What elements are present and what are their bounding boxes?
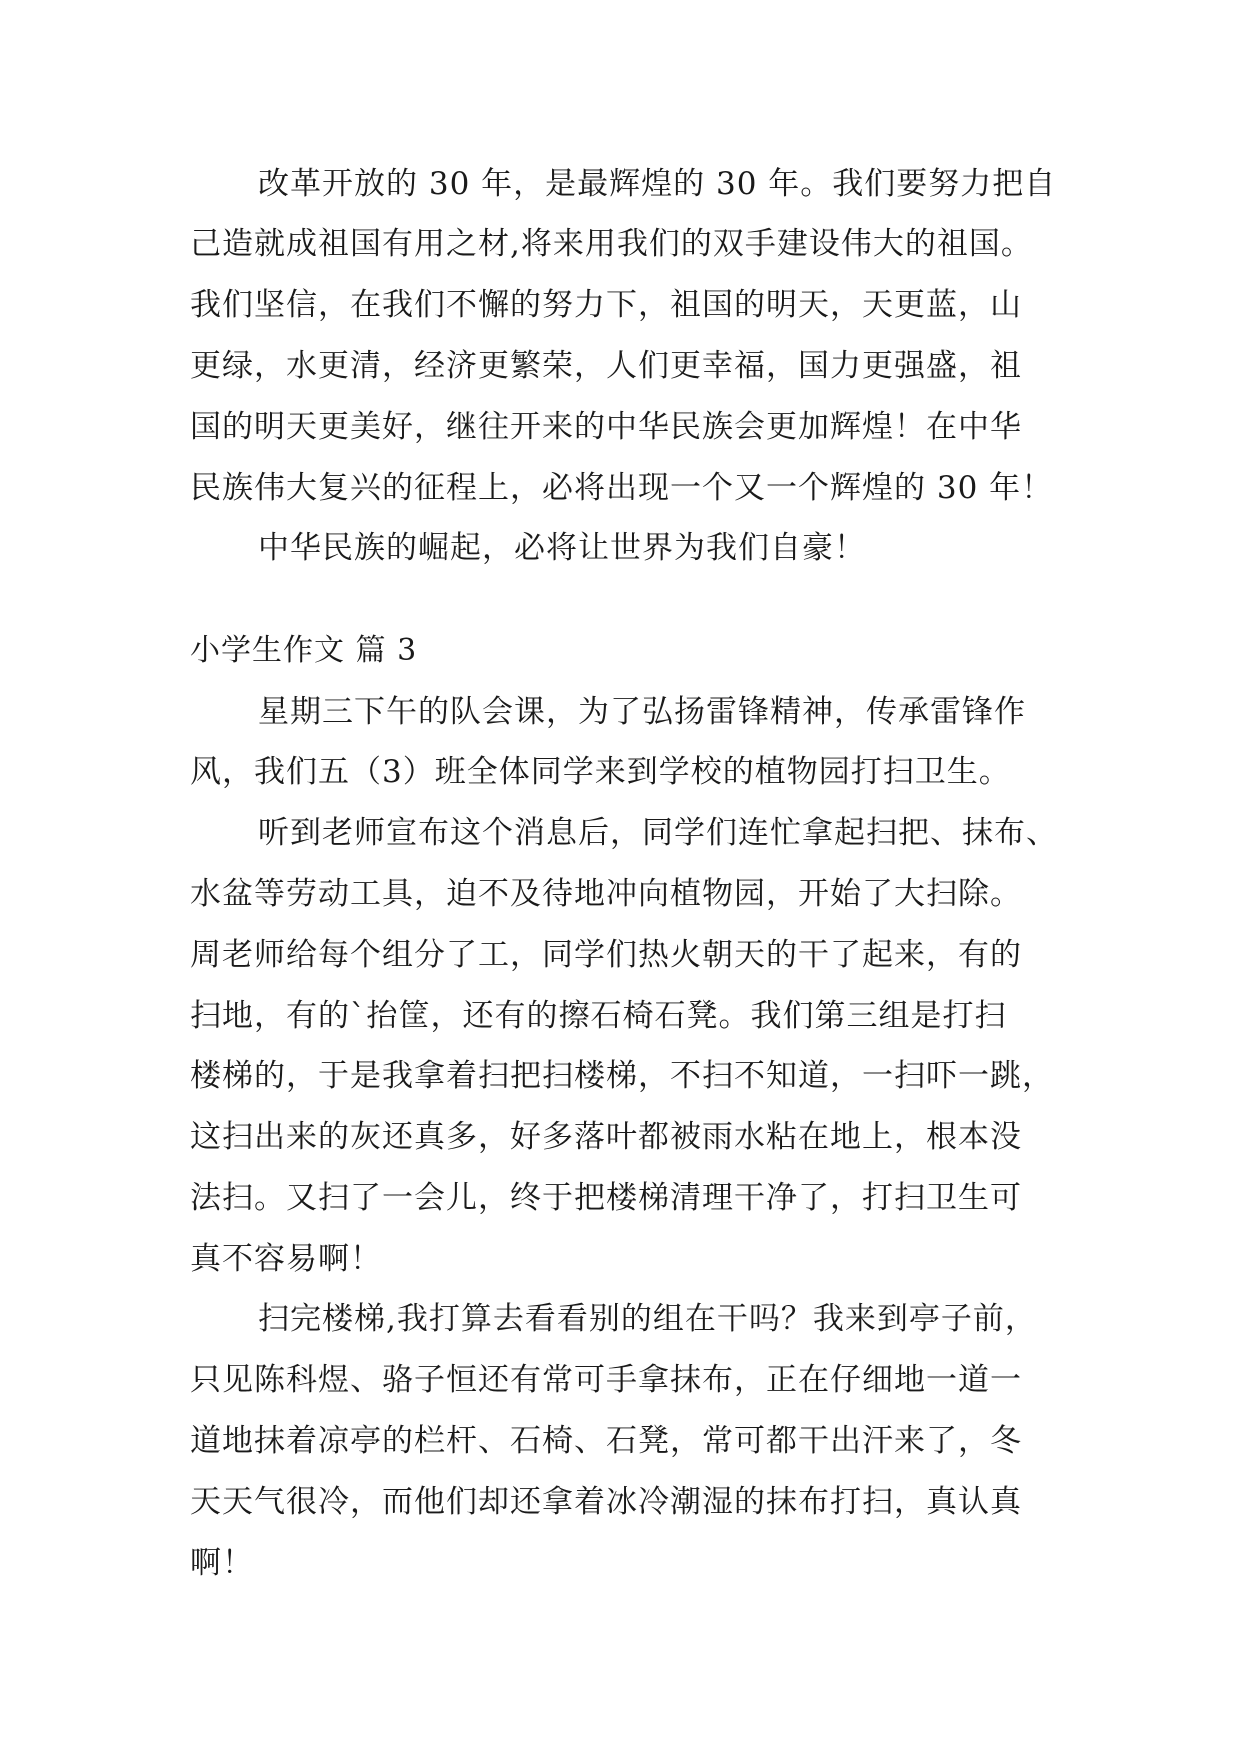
paragraph-line: 改革开放的 30 年，是最辉煌的 30 年。我们要努力把自 bbox=[258, 166, 1057, 202]
paragraph-line: 更绿，水更清，经济更繁荣，人们更幸福，国力更强盛，祖 bbox=[190, 348, 1022, 384]
paragraph-line: 真不容易啊！ bbox=[190, 1241, 382, 1277]
paragraph-line: 法扫。又扫了一会儿，终于把楼梯清理干净了，打扫卫生可 bbox=[190, 1180, 1022, 1216]
paragraph-line: 水盆等劳动工具，迫不及待地冲向植物园，开始了大扫除。 bbox=[190, 876, 1022, 912]
section-heading: 小学生作文 篇 3 bbox=[190, 633, 418, 668]
paragraph-line: 中华民族的崛起，必将让世界为我们自豪！ bbox=[258, 530, 866, 566]
paragraph-line: 天天气很冷，而他们却还拿着冰冷潮湿的抹布打扫，真认真 bbox=[190, 1484, 1022, 1520]
paragraph-line: 国的明天更美好，继往开来的中华民族会更加辉煌！在中华 bbox=[190, 409, 1022, 445]
paragraph-line: 扫完楼梯,我打算去看看别的组在干吗？我来到亭子前， bbox=[258, 1301, 1037, 1337]
paragraph-line: 我们坚信，在我们不懈的努力下，祖国的明天，天更蓝，山 bbox=[190, 287, 1022, 323]
paragraph-line: 这扫出来的灰还真多，好多落叶都被雨水粘在地上，根本没 bbox=[190, 1119, 1022, 1155]
paragraph-line: 扫地，有的`抬筐，还有的擦石椅石凳。我们第三组是打扫 bbox=[190, 998, 1007, 1034]
paragraph-line: 只见陈科煜、骆子恒还有常可手拿抹布，正在仔细地一道一 bbox=[190, 1362, 1022, 1398]
paragraph-line: 周老师给每个组分了工，同学们热火朝天的干了起来，有的 bbox=[190, 937, 1022, 973]
paragraph-line: 啊！ bbox=[190, 1545, 254, 1581]
paragraph-line: 道地抹着凉亭的栏杆、石椅、石凳，常可都干出汗来了，冬 bbox=[190, 1423, 1022, 1459]
paragraph-line: 听到老师宣布这个消息后，同学们连忙拿起扫把、抹布、 bbox=[258, 815, 1058, 851]
paragraph-line: 星期三下午的队会课，为了弘扬雷锋精神，传承雷锋作 bbox=[258, 694, 1026, 730]
paragraph-line: 楼梯的，于是我拿着扫把扫楼梯，不扫不知道，一扫吓一跳， bbox=[190, 1058, 1054, 1094]
paragraph-line: 民族伟大复兴的征程上，必将出现一个又一个辉煌的 30 年！ bbox=[190, 470, 1054, 506]
paragraph-line: 风，我们五（3）班全体同学来到学校的植物园打扫卫生。 bbox=[190, 754, 1011, 790]
paragraph-line: 己造就成祖国有用之材,将来用我们的双手建设伟大的祖国。 bbox=[190, 226, 1033, 262]
